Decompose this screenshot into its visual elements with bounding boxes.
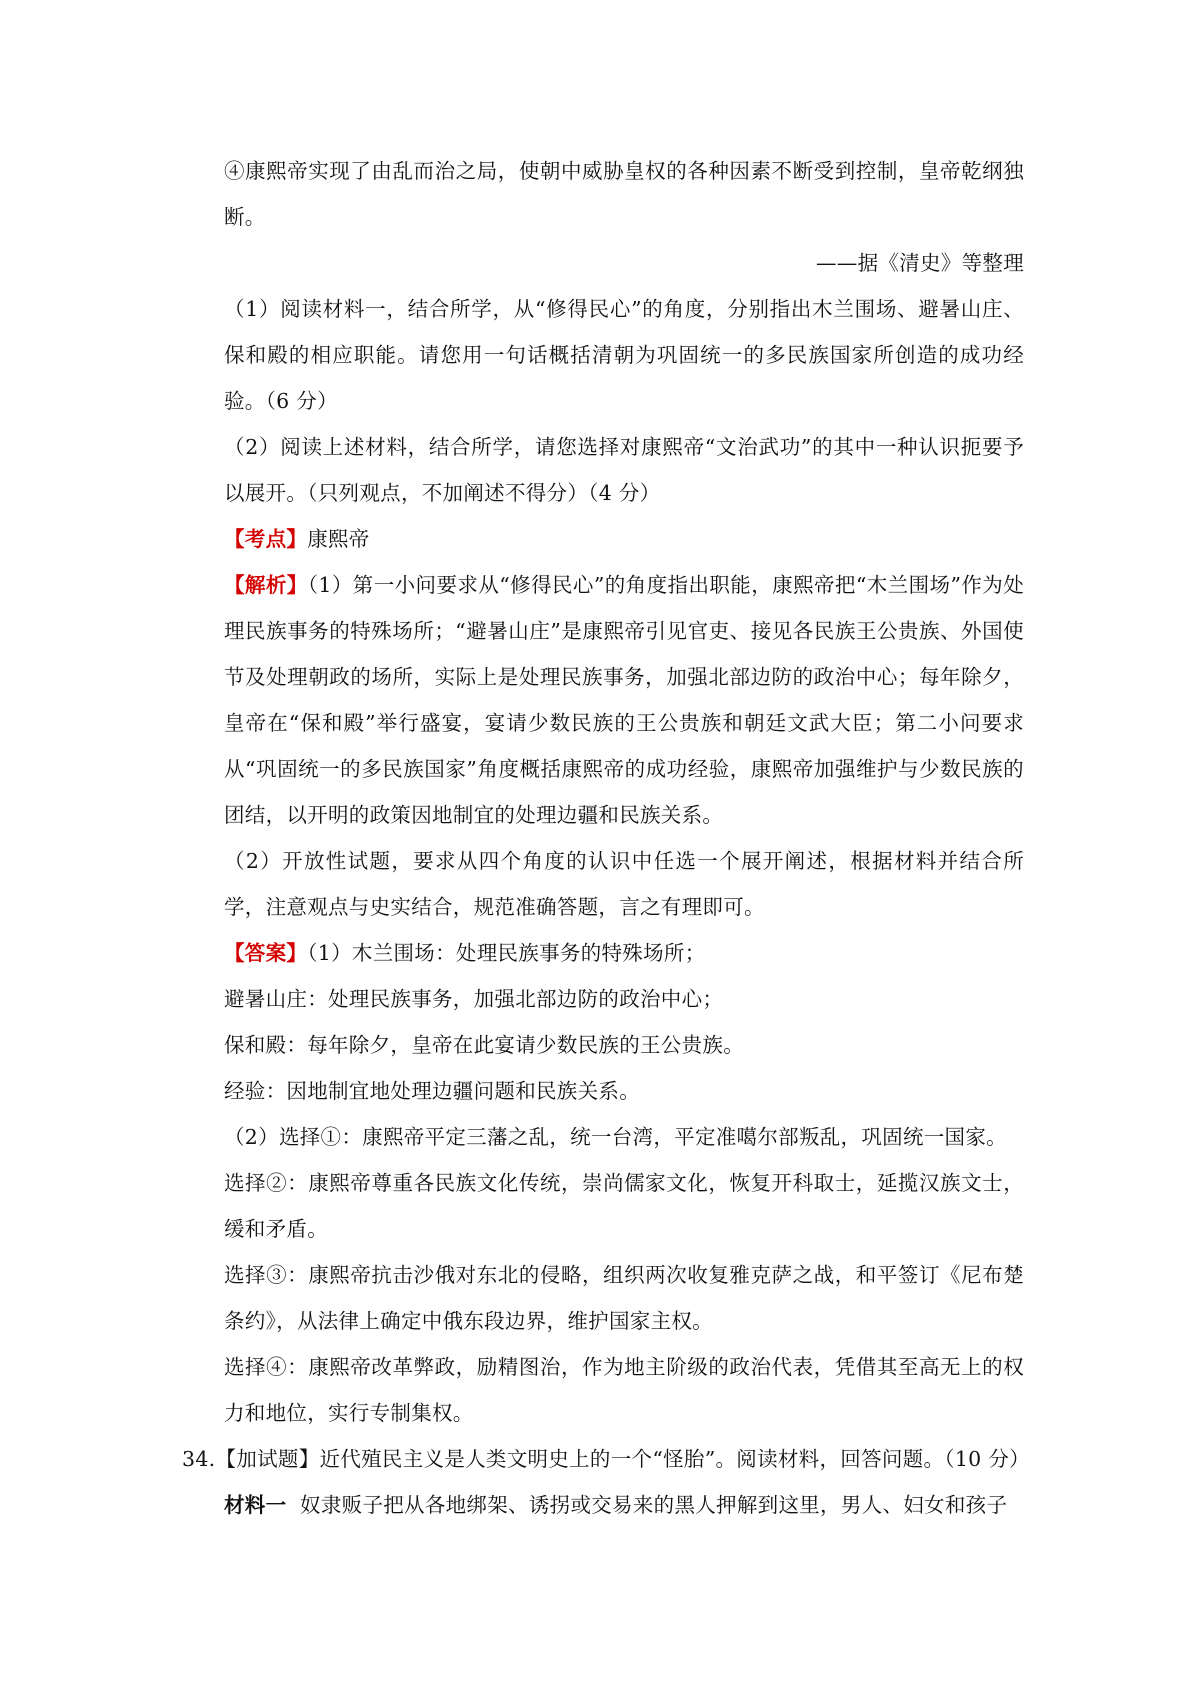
kaodian-text: 康熙帝 — [307, 527, 370, 551]
kaodian-label: 【考点】 — [224, 527, 308, 551]
jiexi-section — [224, 562, 1024, 838]
daan-label: 【答案】 — [224, 941, 308, 965]
answer-2-choice-1: （2）选择①：康熙帝平定三藩之乱，统一台湾，平定准噶尔部叛乱，巩固统一国家。 — [224, 1125, 1007, 1149]
kaodian-section — [224, 516, 1024, 562]
question-34-material-1 — [224, 1482, 1024, 1528]
question-34-tag: 【加试题】 — [215, 1447, 320, 1471]
answer-1-line-3: 保和殿：每年除夕，皇帝在此宴请少数民族的王公贵族。 — [224, 1033, 744, 1057]
page-content — [182, 148, 1030, 1528]
question-34 — [182, 1436, 1030, 1482]
material-4-text: ④康熙帝实现了由乱而治之局，使朝中威胁皇权的各种因素不断受到控制，皇帝乾纲独断。 — [224, 159, 1024, 229]
question-34-number: 34. — [182, 1447, 216, 1471]
answer-2-choice-4: 选择④：康熙帝改革弊政，励精图治，作为地主阶级的政治代表，凭借其至高无上的权力和地位，实行专制集权。 — [224, 1355, 1024, 1425]
jiexi-label: 【解析】 — [224, 573, 308, 597]
answer-1-line-2: 避暑山庄：处理民族事务，加强北部边防的政治中心； — [224, 987, 724, 1011]
answer-1-line-4: 经验：因地制宜地处理边疆问题和民族关系。 — [224, 1079, 640, 1103]
question-34-text: 近代殖民主义是人类文明史上的一个“怪胎”。阅读材料，回答问题。（10 分） — [319, 1447, 1030, 1471]
material-1-text: 奴隶贩子把从各地绑架、诱拐或交易来的黑人押解到这里，男人、妇女和孩子 — [300, 1493, 1008, 1517]
material-1-label: 材料一 — [224, 1493, 287, 1517]
jiexi-paragraph-2: （2）开放性试题，要求从四个角度的认识中任选一个展开阐述，根据材料并结合所学，注意观点与史实结合，规范准确答题，言之有理即可。 — [224, 849, 1024, 919]
jiexi-paragraph-1: （1）第一小问要求从“修得民心”的角度指出职能，康熙帝把“木兰围场”作为处理民族事务的特殊场所；“避暑山庄”是康熙帝引见官吏、接见各民族王公贵族、外国使节及处理朝政的场所，实际上是处理民族事务，加强北部边防的政治中心；每年除夕，皇帝在“保和殿”举行盛宴，宴请少数民族的王公贵族和朝廷文武大臣；第二小问要求从“巩固统一的多民族国家”角度概括康熙帝的成功经验，康熙帝加强维护与少数民族的团结，以开明的政策因地制宜的处理边疆和民族关系。 — [224, 573, 1025, 827]
answer-2-choice-2: 选择②：康熙帝尊重各民族文化传统，崇尚儒家文化，恢复开科取士，延揽汉族文士，缓和矛盾。 — [224, 1171, 1024, 1241]
answer-2-choice-3: 选择③：康熙帝抗击沙俄对东北的侵略，组织两次收复雅克萨之战，和平签订《尼布楚条约》，从法律上确定中俄东段边界，维护国家主权。 — [224, 1263, 1024, 1333]
source-citation: ——据《清史》等整理 — [816, 251, 1024, 275]
daan-section — [224, 930, 1024, 976]
question-2: （2）阅读上述材料，结合所学，请您选择对康熙帝“文治武功”的其中一种认识扼要予以展开。（只列观点，不加阐述不得分）（4 分） — [224, 435, 1024, 505]
answer-1-line-1: （1）木兰围场：处理民族事务的特殊场所； — [307, 941, 706, 965]
question-1: （1）阅读材料一，结合所学，从“修得民心”的角度，分别指出木兰围场、避暑山庄、保和殿的相应职能。请您用一句话概括清朝为巩固统一的多民族国家所创造的成功经验。（6 分） — [224, 297, 1024, 413]
